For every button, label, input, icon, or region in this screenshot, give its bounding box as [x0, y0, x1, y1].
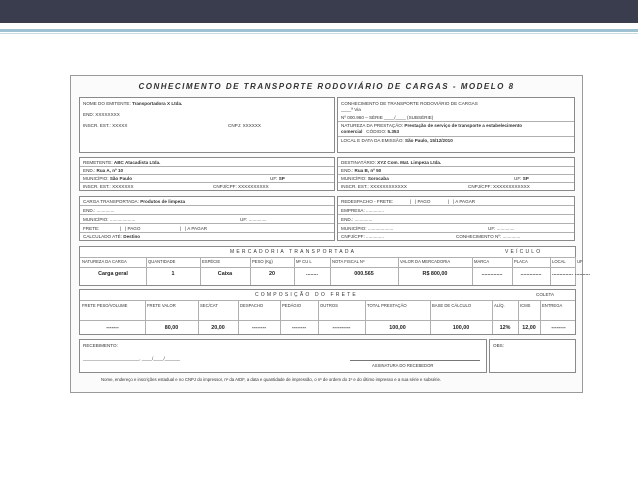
emitente-cnpj-row: CNPJ: XXXXXX — [228, 123, 261, 128]
destinatario-city-row: MUNICÍPIO: Sorocaba — [341, 176, 389, 181]
remetente-box — [79, 157, 335, 191]
emitente-address-row: END: XXXXXXXX — [83, 112, 120, 117]
destinatario-address-row: END.: Rua B, nº 50 — [341, 168, 382, 173]
emitente-box — [79, 97, 335, 153]
composicao-header-cell: ICMS — [520, 303, 531, 308]
remetente-city-row: MUNICÍPIO: São Paulo — [83, 176, 133, 181]
composicao-value-cell: -------- — [551, 325, 566, 331]
composicao-header-cell: SEC/CAT — [200, 303, 218, 308]
remetente-address-row: END.: Rua A, nº 10 — [83, 168, 124, 173]
obs-box — [489, 339, 576, 373]
mercadoria-value-cell: 000.565 — [354, 271, 374, 277]
remetente-insc-row: INSCR. EST.: XXXXXXX — [83, 184, 134, 189]
destinatario-insc-row: INSCR. EST.: XXXXXXXXXXXX — [341, 184, 407, 189]
mercadoria-header-cell: VALOR DA MERCADORIA — [400, 259, 451, 264]
mercadoria-value-cell: .......... — [575, 271, 590, 277]
mercadoria-value-cell: .............. — [481, 271, 503, 277]
composicao-header-cell: OUTROS — [320, 303, 338, 308]
mercadoria-header-cell: NATUREZA DA CARGA — [82, 259, 127, 264]
carga-box — [79, 196, 335, 241]
slide-top-bar — [0, 0, 638, 23]
obs-label: OBS: — [493, 343, 504, 348]
emitente-name-row: NOME DO EMITENTE: Transportadora X Ltda. — [83, 101, 183, 106]
composicao-value-cell: 100,00 — [389, 325, 406, 331]
composicao-value-cell: 20,00 — [211, 325, 225, 331]
redespacho-pago-option[interactable]: | | PAGO — [410, 199, 431, 204]
carga-frete-row: FRETE: — [83, 226, 100, 231]
mercadoria-header-cell: PLACA — [514, 259, 528, 264]
transport-document-form — [70, 75, 590, 393]
coleta-label: COLETA — [536, 292, 555, 297]
carga-row: CARGA TRANSPORTADA: Produtos de limpeza — [83, 199, 186, 204]
mercadoria-value-cell: .............. — [552, 271, 573, 277]
mercadoria-value-cell: 20 — [269, 271, 275, 277]
natureza-row: NATUREZA DA PRESTAÇÃO: Prestação de serviço de transporte a estabelecimento — [341, 123, 523, 128]
conhecimento-via: ____ª Via — [341, 107, 361, 112]
redespacho-apagar-option[interactable]: | | A PAGAR — [448, 199, 476, 204]
mercadoria-header-cell: MARCA — [474, 259, 490, 264]
mercadoria-header-cell: LOCAL — [552, 259, 566, 264]
composicao-value-cell: 80,00 — [164, 325, 179, 331]
composicao-value-cell: 12% — [499, 325, 511, 331]
mercadoria-header-cell: PESO (Kg) — [252, 259, 273, 264]
carga-address-row: END.: .............. — [83, 208, 115, 213]
composicao-header-cell: PEDÁGIO — [282, 303, 302, 308]
composicao-value-cell: 12,00 — [522, 325, 536, 331]
mercadoria-value-cell: 1 — [171, 271, 175, 277]
recebimento-label: RECEBIMENTO: — [83, 343, 118, 348]
recebimento-box — [79, 339, 487, 373]
mercadoria-value-cell: Caixa — [217, 271, 233, 277]
composicao-section-title: COMPOSIÇÃO DO FRETE — [255, 292, 358, 298]
composicao-header-cell: DESPACHO — [240, 303, 264, 308]
mercadoria-header-cell: ESPÉCIE — [202, 259, 221, 264]
composicao-value-cell: -------- — [251, 325, 267, 331]
composicao-value-cell: 100,00 — [452, 325, 470, 331]
remetente-uf: UF: SP — [270, 176, 285, 181]
composicao-value-cell: ------- — [106, 325, 119, 331]
composicao-header-cell: ENTREGA — [542, 303, 563, 308]
emitente-insc-row: INSCR. EST.: XXXXX — [83, 123, 128, 128]
assinatura-label: ASSINATURA DO RECEBEDOR — [372, 363, 434, 368]
mercadoria-header-cell: UF — [577, 259, 583, 264]
destinatario-name-row: DESTINATÁRIO: XYZ Com. Mat. Limpeza Ltda. — [341, 160, 442, 165]
redespacho-address-row: END.: .............. — [341, 217, 373, 222]
slide-accent-line-thin — [0, 33, 638, 34]
carga-city-row: MUNICÍPIO: .................... — [83, 217, 136, 222]
mercadoria-section-title: MERCADORIA TRANSPORTADA — [230, 249, 357, 255]
carga-frete-apagar-option[interactable]: | | A PAGAR — [180, 226, 208, 231]
mercadoria-value-cell: .............. — [520, 271, 542, 277]
redespacho-uf: UF: .............. — [488, 226, 515, 231]
composicao-table — [79, 289, 576, 335]
local-data-row: LOCAL E DATA DA EMISSÃO: São Paulo, 15/12/2010 — [341, 138, 453, 143]
redespacho-conhecimento-row: CONHECIMENTO Nº: .............. — [456, 234, 521, 239]
destinatario-box — [337, 157, 575, 191]
footer-note: Nome, endereço e inscrições estadual e no CNPJ do impressor, nº da AIDF, a data e quantidade de impressão, o nº de ordem do 1º e do último impresso e a sua série e subsérie. — [101, 377, 442, 382]
composicao-value-cell: ---------- — [332, 325, 351, 331]
mercadoria-header-cell: QUANTIDADE — [148, 259, 176, 264]
composicao-header-cell: TOTAL PRESTAÇÃO — [367, 303, 407, 308]
form-title: CONHECIMENTO DE TRANSPORTE RODOVIÁRIO DE CARGAS - MODELO 8 — [138, 82, 515, 91]
mercadoria-header-cell: Mº CU L — [296, 259, 312, 264]
conhecimento-number: Nº 000.960 – SÉRIE ____/____ (SUBSÉRIE) — [341, 115, 434, 120]
conhecimento-box — [337, 97, 575, 153]
conhecimento-heading: CONHECIMENTO DE TRANSPORTE RODOVIÁRIO DE CARGAS — [341, 101, 478, 106]
mercadoria-header-cell: NOTA FISCAL Nº — [332, 259, 365, 264]
mercadoria-value-cell: R$ 800,00 — [422, 271, 448, 277]
destinatario-cnpj-row: CNPJ/CPF: XXXXXXXXXXXX — [468, 184, 530, 189]
composicao-header-cell: ALÍQ. — [494, 303, 505, 308]
redespacho-city-row: MUNICÍPIO: .................... — [341, 226, 394, 231]
mercadoria-table — [79, 246, 590, 286]
composicao-header-cell: BASE DE CÁLCULO — [432, 303, 472, 308]
carga-uf: UF: .............. — [240, 217, 267, 222]
veiculo-section-title: VEÍCULO — [505, 249, 543, 255]
mercadoria-value-cell: ........ — [306, 271, 318, 277]
composicao-header-cell: FRETE PESO/VOLUME — [82, 303, 128, 308]
redespacho-row: REDESPACHO - FRETE: — [341, 199, 394, 204]
composicao-value-cell: -------- — [291, 325, 307, 331]
remetente-cnpj-row: CNPJ/CPF: XXXXXXXXXX — [213, 184, 269, 189]
redespacho-box — [337, 196, 575, 241]
carga-frete-pago-option[interactable]: | | PAGO — [120, 226, 141, 231]
destinatario-uf: UF: SP — [514, 176, 529, 181]
slide-accent-line — [0, 29, 638, 32]
redespacho-cnpj-row: CNPJ/CPF: .............. — [341, 234, 384, 239]
remetente-name-row: REMETENTE: ABC Atacadista Ltda. — [83, 160, 161, 165]
mercadoria-value-cell: Carga geral — [98, 271, 128, 277]
redespacho-empresa-row: EMPRESA: .............. — [341, 208, 384, 213]
recebimento-date-line: ______________________, ____/____/______ — [83, 356, 181, 361]
carga-calculado-row: CALCULADO ATÉ: Destino — [83, 234, 141, 239]
composicao-header-cell: FRETE VALOR — [147, 303, 176, 308]
natureza-cont-row: comercial CÓDIGO: 5.353 — [341, 129, 399, 134]
